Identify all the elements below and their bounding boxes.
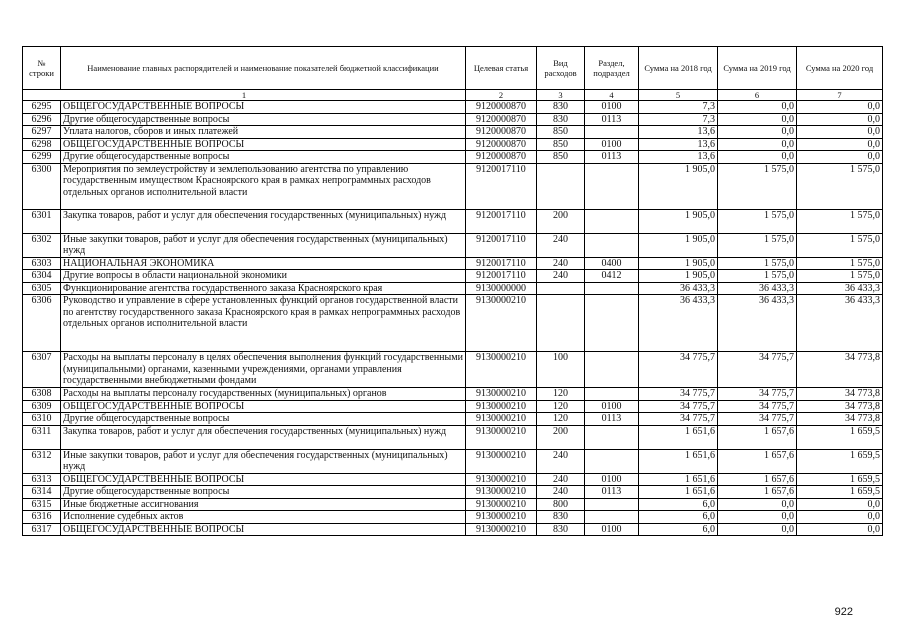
row-number-cell: 6313 <box>23 473 61 486</box>
sum-2018-cell: 34 775,7 <box>639 352 718 388</box>
row-number-cell: 6301 <box>23 209 61 233</box>
expense-type-cell <box>537 295 585 352</box>
header-name: Наименование главных распорядителей и наименование показателей бюджетной классификации <box>61 47 466 90</box>
expense-type-cell: 850 <box>537 138 585 151</box>
table-row <box>23 511 883 524</box>
header-row-number: № строки <box>23 47 61 90</box>
section-cell: 0100 <box>585 400 639 413</box>
expense-type-cell: 850 <box>537 151 585 164</box>
section-cell <box>585 295 639 352</box>
target-article-cell: 9120017110 <box>466 209 537 233</box>
row-name-cell: Уплата налогов, сборов и иных платежей <box>61 126 466 139</box>
table-row <box>23 388 883 401</box>
table-row <box>23 233 883 257</box>
expense-type-cell: 120 <box>537 413 585 426</box>
expense-type-cell: 240 <box>537 473 585 486</box>
target-article-cell: 9130000210 <box>466 511 537 524</box>
sum-2020-cell: 0,0 <box>797 511 883 524</box>
column-number-6: 6 <box>718 90 797 101</box>
sum-2019-cell: 0,0 <box>718 101 797 114</box>
expense-type-cell <box>537 163 585 209</box>
target-article-cell: 9120000870 <box>466 138 537 151</box>
row-name-cell: Руководство и управление в сфере установленных функций органов государственной власти по агентству государственного заказа Красноярского края в рамках непрограммных расходов отдельных органов исполнительной власти <box>61 295 466 352</box>
expense-type-cell: 240 <box>537 449 585 473</box>
sum-2019-cell: 34 775,7 <box>718 352 797 388</box>
header-sum-2020: Сумма на 2020 год <box>797 47 883 90</box>
sum-2020-cell: 0,0 <box>797 101 883 114</box>
sum-2018-cell: 7,3 <box>639 113 718 126</box>
header-section: Раздел, подраздел <box>585 47 639 90</box>
sum-2018-cell: 1 905,0 <box>639 270 718 283</box>
table-row <box>23 282 883 295</box>
expense-type-cell <box>537 282 585 295</box>
target-article-cell: 9120017110 <box>466 163 537 209</box>
table-row <box>23 138 883 151</box>
sum-2019-cell: 34 775,7 <box>718 400 797 413</box>
row-number-cell: 6305 <box>23 282 61 295</box>
section-cell <box>585 209 639 233</box>
sum-2018-cell: 6,0 <box>639 523 718 536</box>
sum-2019-cell: 36 433,3 <box>718 295 797 352</box>
expense-type-cell: 100 <box>537 352 585 388</box>
sum-2019-cell: 0,0 <box>718 138 797 151</box>
row-name-cell: Другие общегосударственные вопросы <box>61 151 466 164</box>
sum-2019-cell: 0,0 <box>718 523 797 536</box>
table-row <box>23 413 883 426</box>
row-name-cell: Мероприятия по землеустройству и землепользованию агентства по управлению государственным имуществом Красноярского края в рамках непрограммных расходов отдельных органов исполнительной власти <box>61 163 466 209</box>
expense-type-cell: 240 <box>537 486 585 499</box>
row-number-cell: 6309 <box>23 400 61 413</box>
section-cell <box>585 498 639 511</box>
section-cell: 0100 <box>585 101 639 114</box>
section-cell: 0113 <box>585 486 639 499</box>
sum-2019-cell: 1 657,6 <box>718 425 797 449</box>
target-article-cell: 9120017110 <box>466 270 537 283</box>
table-row <box>23 101 883 114</box>
sum-2019-cell: 1 575,0 <box>718 209 797 233</box>
sum-2020-cell: 0,0 <box>797 498 883 511</box>
header-sum-2018: Сумма на 2018 год <box>639 47 718 90</box>
table-header-row <box>23 47 883 90</box>
header-expense-type: Вид расходов <box>537 47 585 90</box>
expense-type-cell: 830 <box>537 113 585 126</box>
table-row <box>23 295 883 352</box>
column-number-7: 7 <box>797 90 883 101</box>
target-article-cell: 9130000210 <box>466 449 537 473</box>
row-name-cell: Исполнение судебных актов <box>61 511 466 524</box>
section-cell <box>585 352 639 388</box>
sum-2020-cell: 1 575,0 <box>797 257 883 270</box>
table-row <box>23 486 883 499</box>
sum-2018-cell: 1 651,6 <box>639 486 718 499</box>
row-name-cell: ОБЩЕГОСУДАРСТВЕННЫЕ ВОПРОСЫ <box>61 523 466 536</box>
section-cell <box>585 449 639 473</box>
row-name-cell: Функционирование агентства государственного заказа Красноярского края <box>61 282 466 295</box>
target-article-cell: 9130000210 <box>466 473 537 486</box>
sum-2020-cell: 1 659,5 <box>797 425 883 449</box>
sum-2018-cell: 34 775,7 <box>639 400 718 413</box>
table-row <box>23 163 883 209</box>
target-article-cell: 9120017110 <box>466 257 537 270</box>
table-row <box>23 113 883 126</box>
sum-2019-cell: 0,0 <box>718 126 797 139</box>
section-cell <box>585 282 639 295</box>
sum-2018-cell: 1 905,0 <box>639 257 718 270</box>
section-cell <box>585 126 639 139</box>
section-cell: 0412 <box>585 270 639 283</box>
row-name-cell: Иные закупки товаров, работ и услуг для обеспечения государственных (муниципальных) нужд <box>61 449 466 473</box>
sum-2020-cell: 34 773,8 <box>797 352 883 388</box>
target-article-cell: 9130000210 <box>466 523 537 536</box>
row-number-cell: 6296 <box>23 113 61 126</box>
target-article-cell: 9130000000 <box>466 282 537 295</box>
table-row <box>23 473 883 486</box>
sum-2020-cell: 1 575,0 <box>797 209 883 233</box>
row-number-cell: 6310 <box>23 413 61 426</box>
row-number-cell: 6295 <box>23 101 61 114</box>
sum-2019-cell: 1 657,6 <box>718 449 797 473</box>
sum-2020-cell: 0,0 <box>797 151 883 164</box>
expense-type-cell: 800 <box>537 498 585 511</box>
sum-2019-cell: 0,0 <box>718 151 797 164</box>
row-number-cell: 6316 <box>23 511 61 524</box>
sum-2019-cell: 0,0 <box>718 113 797 126</box>
target-article-cell: 9120017110 <box>466 233 537 257</box>
row-number-cell: 6303 <box>23 257 61 270</box>
table-row <box>23 425 883 449</box>
section-cell: 0113 <box>585 113 639 126</box>
row-name-cell: ОБЩЕГОСУДАРСТВЕННЫЕ ВОПРОСЫ <box>61 138 466 151</box>
sum-2020-cell: 36 433,3 <box>797 282 883 295</box>
sum-2018-cell: 1 905,0 <box>639 233 718 257</box>
row-name-cell: Другие общегосударственные вопросы <box>61 413 466 426</box>
sum-2020-cell: 0,0 <box>797 126 883 139</box>
sum-2020-cell: 0,0 <box>797 113 883 126</box>
sum-2018-cell: 13,6 <box>639 151 718 164</box>
row-number-cell: 6311 <box>23 425 61 449</box>
target-article-cell: 9130000210 <box>466 498 537 511</box>
budget-table <box>22 46 883 536</box>
target-article-cell: 9130000210 <box>466 352 537 388</box>
sum-2019-cell: 1 575,0 <box>718 163 797 209</box>
sum-2018-cell: 7,3 <box>639 101 718 114</box>
section-cell <box>585 511 639 524</box>
target-article-cell: 9120000870 <box>466 126 537 139</box>
sum-2019-cell: 1 657,6 <box>718 473 797 486</box>
table-row <box>23 352 883 388</box>
sum-2019-cell: 34 775,7 <box>718 413 797 426</box>
expense-type-cell: 240 <box>537 257 585 270</box>
sum-2018-cell: 1 651,6 <box>639 473 718 486</box>
sum-2020-cell: 34 773,8 <box>797 413 883 426</box>
sum-2019-cell: 0,0 <box>718 511 797 524</box>
expense-type-cell: 830 <box>537 523 585 536</box>
section-cell <box>585 425 639 449</box>
row-name-cell: Иные закупки товаров, работ и услуг для обеспечения государственных (муниципальных) нужд <box>61 233 466 257</box>
sum-2019-cell: 1 575,0 <box>718 270 797 283</box>
sum-2018-cell: 1 651,6 <box>639 449 718 473</box>
sum-2018-cell: 36 433,3 <box>639 282 718 295</box>
row-name-cell: ОБЩЕГОСУДАРСТВЕННЫЕ ВОПРОСЫ <box>61 400 466 413</box>
target-article-cell: 9130000210 <box>466 400 537 413</box>
row-number-cell: 6317 <box>23 523 61 536</box>
row-name-cell: Иные бюджетные ассигнования <box>61 498 466 511</box>
row-name-cell: Другие общегосударственные вопросы <box>61 486 466 499</box>
row-name-cell: Расходы на выплаты персоналу в целях обеспечения выполнения функций государственными (муниципальными) органами, казенными учреждениями, органами управления государственными внебюджетными фондами <box>61 352 466 388</box>
column-number-3: 3 <box>537 90 585 101</box>
expense-type-cell: 200 <box>537 425 585 449</box>
row-name-cell: Закупка товаров, работ и услуг для обеспечения государственных (муниципальных) нужд <box>61 209 466 233</box>
row-number-cell: 6308 <box>23 388 61 401</box>
sum-2018-cell: 1 905,0 <box>639 209 718 233</box>
sum-2020-cell: 1 575,0 <box>797 163 883 209</box>
row-number-cell: 6297 <box>23 126 61 139</box>
sum-2018-cell: 6,0 <box>639 511 718 524</box>
sum-2020-cell: 34 773,8 <box>797 388 883 401</box>
row-number-cell: 6300 <box>23 163 61 209</box>
table-row <box>23 400 883 413</box>
row-name-cell: Другие общегосударственные вопросы <box>61 113 466 126</box>
column-number-row <box>23 90 883 101</box>
sum-2020-cell: 34 773,8 <box>797 400 883 413</box>
sum-2018-cell: 6,0 <box>639 498 718 511</box>
sum-2018-cell: 1 651,6 <box>639 425 718 449</box>
table-row <box>23 449 883 473</box>
expense-type-cell: 120 <box>537 400 585 413</box>
row-number-cell: 6298 <box>23 138 61 151</box>
target-article-cell: 9130000210 <box>466 413 537 426</box>
sum-2020-cell: 1 659,5 <box>797 449 883 473</box>
sum-2019-cell: 1 575,0 <box>718 233 797 257</box>
section-cell: 0113 <box>585 151 639 164</box>
sum-2018-cell: 13,6 <box>639 126 718 139</box>
target-article-cell: 9130000210 <box>466 388 537 401</box>
target-article-cell: 9130000210 <box>466 425 537 449</box>
expense-type-cell: 200 <box>537 209 585 233</box>
column-number-4: 4 <box>585 90 639 101</box>
sum-2020-cell: 1 575,0 <box>797 233 883 257</box>
expense-type-cell: 120 <box>537 388 585 401</box>
table-body <box>23 101 883 536</box>
expense-type-cell: 850 <box>537 126 585 139</box>
row-name-cell: НАЦИОНАЛЬНАЯ ЭКОНОМИКА <box>61 257 466 270</box>
section-cell: 0400 <box>585 257 639 270</box>
expense-type-cell: 240 <box>537 233 585 257</box>
row-number-cell: 6304 <box>23 270 61 283</box>
sum-2020-cell: 0,0 <box>797 138 883 151</box>
column-number-5: 5 <box>639 90 718 101</box>
section-cell <box>585 163 639 209</box>
sum-2018-cell: 36 433,3 <box>639 295 718 352</box>
target-article-cell: 9120000870 <box>466 101 537 114</box>
section-cell: 0100 <box>585 473 639 486</box>
target-article-cell: 9130000210 <box>466 486 537 499</box>
sum-2019-cell: 36 433,3 <box>718 282 797 295</box>
row-number-cell: 6307 <box>23 352 61 388</box>
sum-2020-cell: 1 575,0 <box>797 270 883 283</box>
sum-2019-cell: 1 657,6 <box>718 486 797 499</box>
sum-2019-cell: 0,0 <box>718 498 797 511</box>
sum-2018-cell: 1 905,0 <box>639 163 718 209</box>
sum-2018-cell: 13,6 <box>639 138 718 151</box>
section-cell: 0113 <box>585 413 639 426</box>
column-number-2: 2 <box>466 90 537 101</box>
sum-2020-cell: 1 659,5 <box>797 486 883 499</box>
table-row <box>23 209 883 233</box>
expense-type-cell: 240 <box>537 270 585 283</box>
table-row <box>23 270 883 283</box>
table-row <box>23 126 883 139</box>
header-sum-2019: Сумма на 2019 год <box>718 47 797 90</box>
target-article-cell: 9120000870 <box>466 113 537 126</box>
section-cell <box>585 388 639 401</box>
row-number-cell: 6314 <box>23 486 61 499</box>
table-row <box>23 257 883 270</box>
page-number: 922 <box>834 606 853 618</box>
row-name-cell: ОБЩЕГОСУДАРСТВЕННЫЕ ВОПРОСЫ <box>61 473 466 486</box>
row-number-cell: 6302 <box>23 233 61 257</box>
row-number-cell: 6312 <box>23 449 61 473</box>
target-article-cell: 9120000870 <box>466 151 537 164</box>
sum-2020-cell: 36 433,3 <box>797 295 883 352</box>
section-cell: 0100 <box>585 138 639 151</box>
sum-2019-cell: 1 575,0 <box>718 257 797 270</box>
sum-2018-cell: 34 775,7 <box>639 413 718 426</box>
expense-type-cell: 830 <box>537 511 585 524</box>
table-row <box>23 498 883 511</box>
section-cell: 0100 <box>585 523 639 536</box>
table-row <box>23 523 883 536</box>
section-cell <box>585 233 639 257</box>
row-name-cell: Закупка товаров, работ и услуг для обеспечения государственных (муниципальных) нужд <box>61 425 466 449</box>
row-number-cell: 6315 <box>23 498 61 511</box>
sum-2019-cell: 34 775,7 <box>718 388 797 401</box>
row-number-cell: 6299 <box>23 151 61 164</box>
expense-type-cell: 830 <box>537 101 585 114</box>
row-name-cell: ОБЩЕГОСУДАРСТВЕННЫЕ ВОПРОСЫ <box>61 101 466 114</box>
header-target-article: Целевая статья <box>466 47 537 90</box>
sum-2018-cell: 34 775,7 <box>639 388 718 401</box>
column-number-1: 1 <box>23 90 466 101</box>
table-row <box>23 151 883 164</box>
row-name-cell: Другие вопросы в области национальной экономики <box>61 270 466 283</box>
row-number-cell: 6306 <box>23 295 61 352</box>
sum-2020-cell: 0,0 <box>797 523 883 536</box>
sum-2020-cell: 1 659,5 <box>797 473 883 486</box>
target-article-cell: 9130000210 <box>466 295 537 352</box>
row-name-cell: Расходы на выплаты персоналу государственных (муниципальных) органов <box>61 388 466 401</box>
